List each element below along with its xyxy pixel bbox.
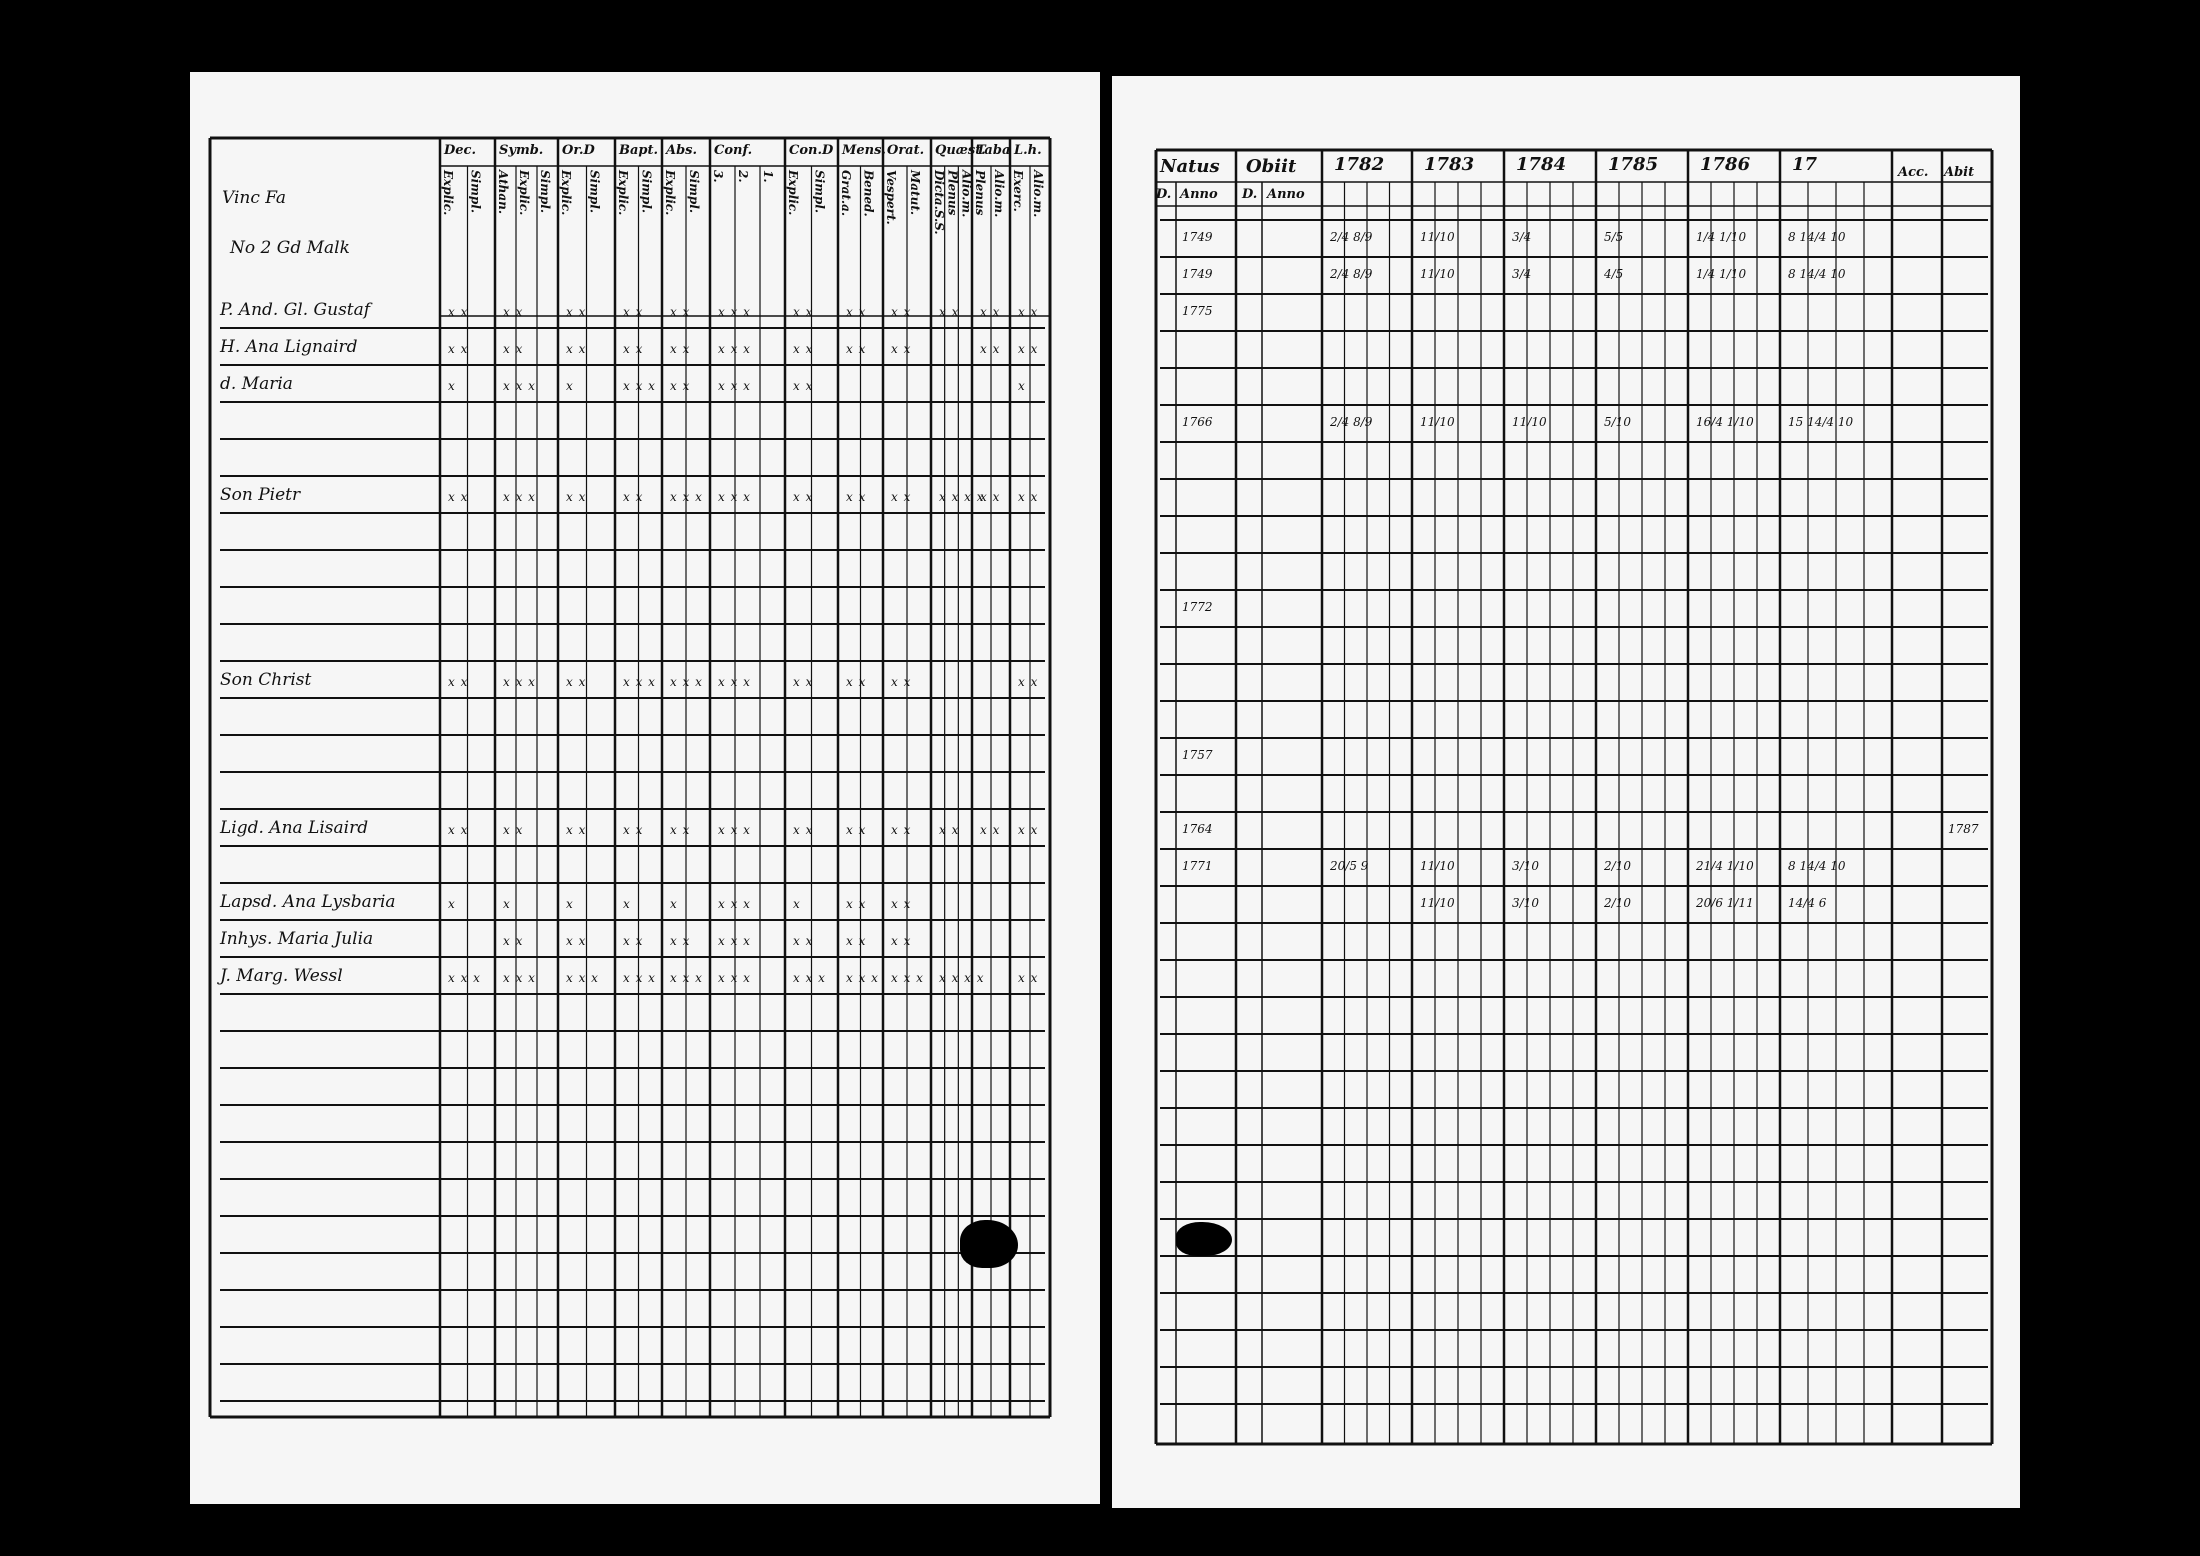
entry-name: J. Marg. Wessl [220,966,343,986]
entry-mark: x x x [718,897,751,911]
entry-mark: x x [846,823,867,837]
entry-mark: x x x x [939,490,985,504]
entry-mark: x x [670,934,691,948]
year-header-2: 1784 [1516,154,1567,175]
entry-mark: x x x [718,342,751,356]
ink-blot-right [1176,1222,1232,1256]
entry-mark: x x x [623,379,656,393]
col-sub-0-1: Simpl. [468,170,483,214]
col-group-0: Dec. [444,143,476,158]
entry-mark: x x [939,305,960,319]
natus-anno-value: 1766 [1182,415,1213,429]
entry-name: Son Pietr [220,485,301,505]
year-mark: 5/10 [1604,415,1631,429]
entry-mark: x x [566,934,587,948]
year-mark: 8 14/4 10 [1788,267,1846,281]
year-mark: 3/10 [1512,859,1539,873]
year-mark: 4/5 [1604,267,1624,281]
col-group-4: Abs. [666,143,698,158]
year-mark: 3/4 [1512,267,1532,281]
entry-mark: x x [623,490,644,504]
obiit-header: Obiit [1246,156,1297,177]
abiit-header: Abit [1944,165,1975,180]
natus-anno-value: 1771 [1182,859,1213,873]
entry-mark: x x [846,342,867,356]
entry-mark: x [566,897,574,911]
entry-mark: x x [846,934,867,948]
year-mark: 15 14/4 10 [1788,415,1854,429]
entry-mark: x x [939,823,960,837]
year-mark: 2/10 [1604,859,1631,873]
entry-mark: x x [980,490,1001,504]
natus-header: Natus [1160,156,1220,177]
entry-mark: x x [1018,971,1039,985]
entry-mark: x x [793,823,814,837]
natus-anno-value: 1757 [1182,748,1213,762]
entry-name: Inhys. Maria Julia [220,929,374,949]
entry-name: Son Christ [220,670,312,690]
entry-mark: x x [891,342,912,356]
col-sub-1-2: Simpl. [538,170,552,214]
col-sub-5-0: 3. [711,170,725,183]
entry-mark: x [1018,379,1026,393]
entry-mark: x x x [566,971,599,985]
col-group-9: Quæst. [935,143,986,158]
entry-mark: x x [670,379,691,393]
entry-mark: x [793,897,801,911]
natus-anno-value: 1749 [1182,230,1213,244]
col-group-5: Conf. [714,143,753,158]
entry-mark: x x [503,934,524,948]
col-group-10: Taba [976,143,1011,158]
entry-mark: x x [448,342,469,356]
entry-mark: x x [793,305,814,319]
entry-name: Ligd. Ana Lisaird [220,818,369,838]
entry-mark: x x x [718,934,751,948]
entry-mark: x x [891,305,912,319]
col-group-2: Or.D [562,143,595,158]
entry-mark: x x x [503,675,536,689]
col-sub-3-1: Simpl. [639,170,654,214]
entry-mark: x x [793,934,814,948]
entry-mark: x x [1018,675,1039,689]
year-mark: 2/10 [1604,896,1631,910]
entry-mark: x x [1018,305,1039,319]
year-mark: 2/4 8/9 [1330,415,1373,429]
col-sub-4-0: Explic. [663,170,677,216]
entry-mark: x x [980,305,1001,319]
year-mark: 5/5 [1604,230,1624,244]
year-mark: 2/4 8/9 [1330,230,1373,244]
entry-mark: x [670,897,678,911]
entry-mark: x [448,897,456,911]
year-header-1: 1783 [1424,154,1475,175]
entry-mark: x [623,897,631,911]
col-group-8: Orat. [887,143,925,158]
entry-mark: x x [566,305,587,319]
entry-mark: x x x [670,971,703,985]
entry-mark: x x [793,490,814,504]
header-note-line2: No 2 Gd Malk [230,238,350,258]
year-mark: 11/10 [1420,896,1455,910]
entry-mark: x x [793,379,814,393]
col-sub-8-1: Matut. [908,170,922,216]
entry-mark: x x [891,675,912,689]
entry-mark: x x [891,934,912,948]
entry-mark: x x x [503,971,536,985]
year-mark: 20/5 9 [1330,859,1369,873]
entry-mark: x x [793,342,814,356]
entry-mark: x x [1018,823,1039,837]
entry-mark: x x [670,305,691,319]
year-mark: 11/10 [1420,415,1455,429]
year-mark: 1/4 1/10 [1696,267,1747,281]
entry-name: H. Ana Lignaird [220,337,358,357]
col-sub-9-1: Plenus [945,170,960,216]
year-mark: 2/4 8/9 [1330,267,1373,281]
entry-mark: x x [891,490,912,504]
natus-anno-value: 1775 [1182,304,1213,318]
accessit-header: Acc. [1898,165,1929,180]
col-sub-1-1: Explic. [517,170,531,216]
entry-mark: x x [980,342,1001,356]
entry-mark: x x [448,675,469,689]
entry-mark: x x x [670,675,703,689]
entry-mark: x x [1018,342,1039,356]
entry-mark: x x [623,823,644,837]
col-sub-4-1: Simpl. [687,170,701,214]
entry-mark: x x [670,342,691,356]
col-sub-1-0: Athan. [496,170,510,215]
entry-mark: x x x [718,823,751,837]
col-sub-5-2: 1. [761,170,775,183]
entry-mark: x x [846,490,867,504]
entry-mark: x x [566,823,587,837]
entry-mark: x x [503,305,524,319]
entry-mark: x x [891,823,912,837]
col-sub-8-0: Vespert. [884,170,898,225]
entry-mark: x x x [846,971,879,985]
entry-mark: x x x [793,971,826,985]
entry-mark: x x x [718,305,751,319]
year-mark: 3/4 [1512,230,1532,244]
entry-mark: x x x [503,490,536,504]
col-sub-9-2: Alio.m. [959,170,974,218]
natus-anno-value: 1764 [1182,822,1213,836]
natus-anno-value: 1772 [1182,600,1213,614]
col-sub-2-1: Simpl. [587,170,602,214]
year-header-0: 1782 [1334,154,1385,175]
col-group-6: Con.D [789,143,834,158]
entry-mark: x x x [891,971,924,985]
year-header-5: 17 [1792,154,1818,175]
natus-anno-subheader: Anno [1180,187,1218,202]
year-header-3: 1785 [1608,154,1659,175]
entry-mark: x [566,379,574,393]
col-sub-10-1: Alio.m. [992,170,1006,218]
year-mark: 11/10 [1420,267,1455,281]
obiit-d-subheader: D. [1242,187,1258,202]
entry-mark: x [503,897,511,911]
natus-d-subheader: D. [1156,187,1172,202]
right-page [1112,76,2020,1508]
year-mark: 21/4 1/10 [1696,859,1754,873]
entry-name: d. Maria [220,374,293,394]
col-sub-2-0: Explic. [559,170,573,216]
entry-mark: x x [623,305,644,319]
entry-mark: x x [980,823,1001,837]
entry-mark: x x [503,342,524,356]
col-sub-11-1: Alio.m. [1031,170,1045,218]
entry-mark: x x [623,934,644,948]
entry-mark: x x x [623,675,656,689]
abiit-value: 1787 [1948,822,1979,836]
entry-mark: x x [793,675,814,689]
entry-mark: x x [891,897,912,911]
year-mark: 8 14/4 10 [1788,859,1846,873]
entry-mark: x x x [718,971,751,985]
year-mark: 11/10 [1512,415,1547,429]
entry-name: Lapsd. Ana Lysbaria [220,892,396,912]
entry-mark: x x [846,305,867,319]
col-sub-3-0: Explic. [616,170,630,216]
col-sub-5-1: 2. [736,170,750,183]
header-note-line1: Vinc Fa [222,188,287,208]
entry-mark: x x x [718,490,751,504]
ink-blot [960,1220,1018,1268]
year-mark: 3/10 [1512,896,1539,910]
col-sub-6-1: Simpl. [812,170,827,214]
entry-mark: x x [503,823,524,837]
entry-mark: x [448,379,456,393]
entry-mark: x x x [670,490,703,504]
year-mark: 16/4 1/10 [1696,415,1754,429]
entry-mark: x x [1018,490,1039,504]
obiit-anno-subheader: Anno [1267,187,1305,202]
col-group-11: L.h. [1014,143,1042,158]
year-mark: 8 14/4 10 [1788,230,1846,244]
entry-mark: x x [566,490,587,504]
entry-mark: x x x [718,675,751,689]
year-mark: 14/4 6 [1788,896,1827,910]
entry-mark: x x [846,897,867,911]
entry-mark: x x x [448,971,481,985]
entry-mark: x x [846,675,867,689]
col-sub-10-0: Plenus [973,170,987,216]
year-mark: 1/4 1/10 [1696,230,1747,244]
entry-mark: x x [670,823,691,837]
year-mark: 11/10 [1420,859,1455,873]
entry-mark: x x [448,823,469,837]
entry-mark: x x [566,342,587,356]
col-sub-11-0: Exerc. [1011,170,1025,212]
col-sub-9-0: Dicta.S.S. [932,170,946,235]
entry-mark: x x [448,305,469,319]
entry-mark: x x x [623,971,656,985]
entry-mark: x x [448,490,469,504]
col-group-1: Symb. [499,143,544,158]
year-header-4: 1786 [1700,154,1751,175]
natus-anno-value: 1749 [1182,267,1213,281]
col-group-3: Bapt. [619,143,659,158]
entry-mark: x x x x [939,971,985,985]
col-sub-0-0: Explic. [441,170,455,216]
col-sub-7-0: Grat.a. [839,170,853,217]
col-group-7: Mens. [842,143,886,158]
entry-mark: x x x [718,379,751,393]
year-mark: 20/6 1/11 [1696,896,1754,910]
col-sub-6-0: Explic. [786,170,800,216]
entry-mark: x x x [503,379,536,393]
entry-mark: x x [623,342,644,356]
right-page-grid [1112,76,2020,1508]
left-page [190,72,1100,1504]
col-sub-7-1: Bened. [861,170,876,217]
entry-mark: x x [566,675,587,689]
entry-name: P. And. Gl. Gustaf [220,300,371,320]
year-mark: 11/10 [1420,230,1455,244]
